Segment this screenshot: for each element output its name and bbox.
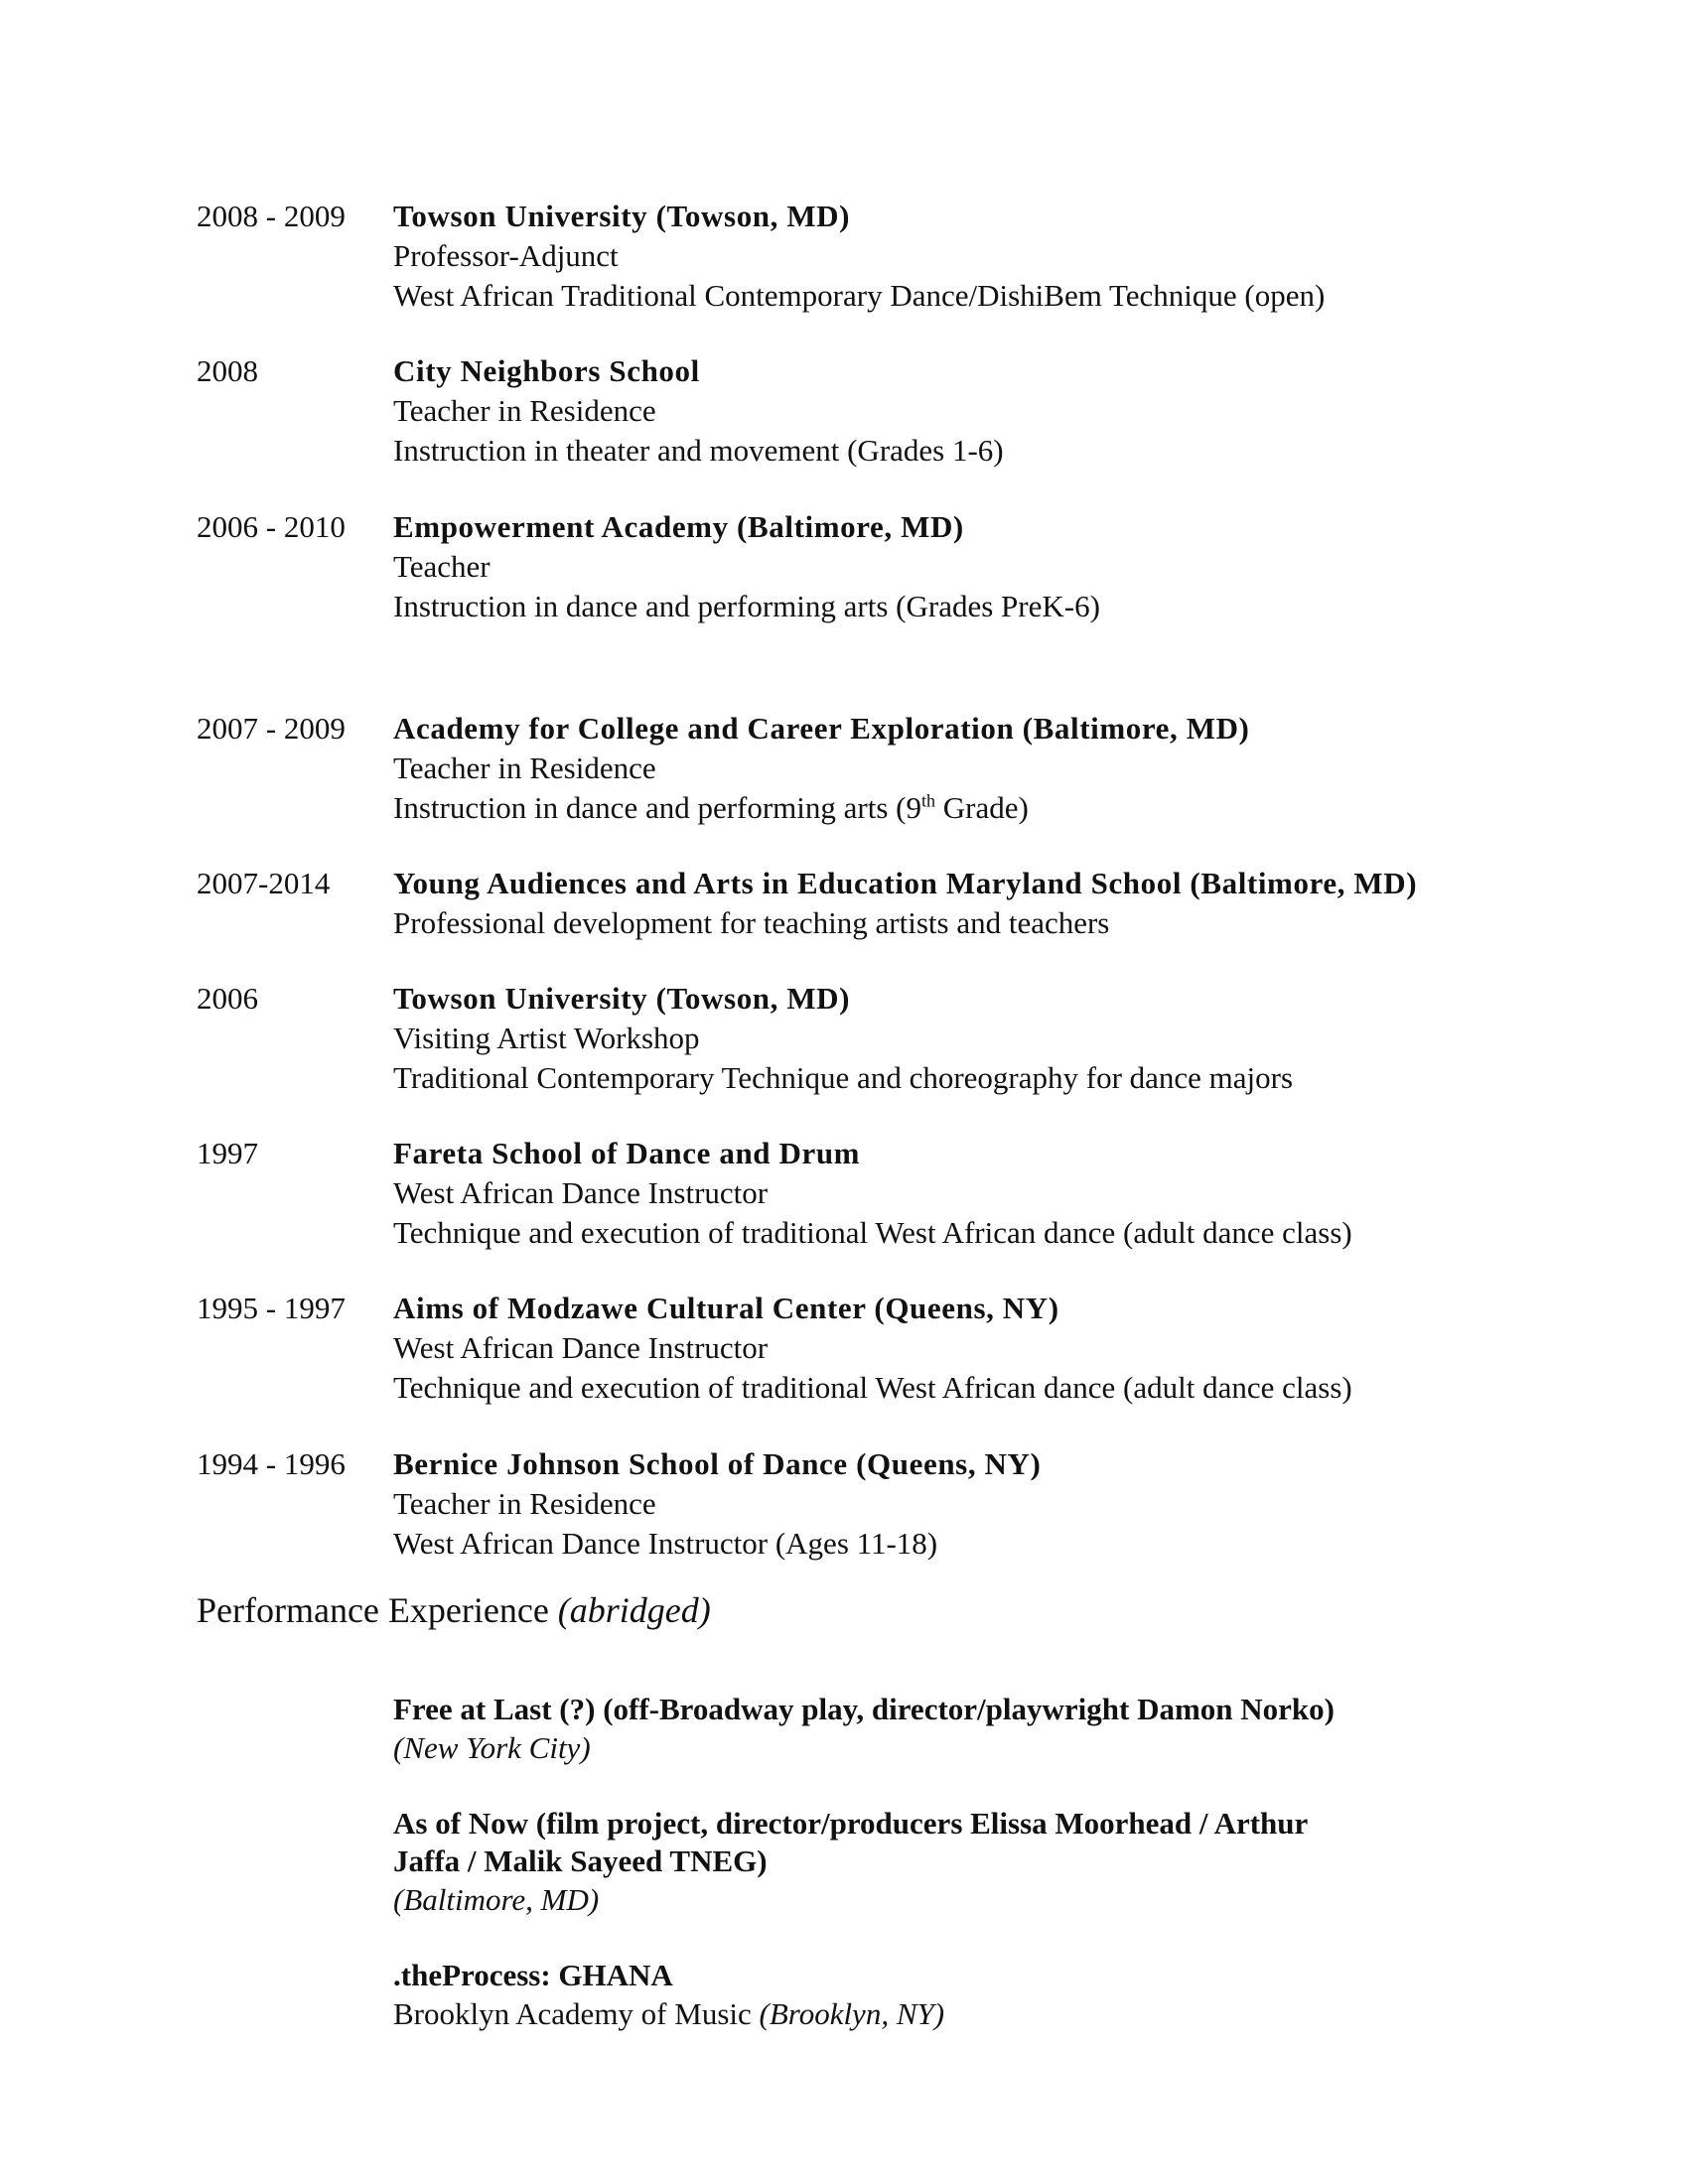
description-text: Grade) — [935, 790, 1029, 825]
entry-organization: City Neighbors School — [393, 353, 700, 388]
entry-organization: Empowerment Academy (Baltimore, MD) — [393, 509, 964, 544]
entry-date: 2008 — [197, 353, 258, 388]
entry-body — [393, 1134, 1585, 1253]
entry-organization: Towson University (Towson, MD) — [393, 981, 851, 1016]
entry-body — [393, 709, 1585, 828]
entry-description: Instruction in theater and movement (Grades 1-6) — [393, 433, 1004, 468]
performance-location: (Brooklyn, NY) — [759, 1996, 945, 2031]
entry-description: Technique and execution of traditional West African dance (adult dance class) — [393, 1215, 1352, 1250]
performance-title: As of Now (film project, director/producers Elissa Moorhead / Arthur — [393, 1806, 1309, 1841]
performance-title: Jaffa / Malik Sayeed TNEG) — [393, 1843, 768, 1878]
entry-body — [393, 197, 1585, 316]
entry-date: 2006 - 2010 — [197, 509, 346, 544]
entry-date: 2007-2014 — [197, 866, 331, 900]
performance-item — [393, 1957, 1485, 2034]
performance-item — [393, 1691, 1485, 1768]
entry-organization: Aims of Modzawe Cultural Center (Queens, NY) — [393, 1291, 1059, 1325]
entry-role: West African Dance Instructor — [393, 1175, 769, 1210]
description-text: Instruction in dance and performing arts (9 — [393, 790, 921, 825]
entry-date: 1994 - 1996 — [197, 1446, 346, 1481]
entry-description: West African Dance Instructor (Ages 11-18) — [393, 1526, 938, 1561]
entry-body — [393, 1444, 1585, 1564]
performance-item — [393, 1805, 1485, 1920]
section-heading-note: (abridged) — [557, 1590, 711, 1630]
entry-description: Technique and execution of traditional West African dance (adult dance class) — [393, 1370, 1352, 1405]
performance-location: (New York City) — [393, 1730, 591, 1765]
entry-organization: Young Audiences and Arts in Education Maryland School (Baltimore, MD) — [393, 866, 1418, 900]
performance-venue: Brooklyn Academy of Music — [393, 1996, 752, 2031]
entry-date: 2006 — [197, 981, 258, 1016]
entry-organization: Towson University (Towson, MD) — [393, 199, 851, 233]
entry-description — [393, 788, 1585, 828]
entry-description: Traditional Contemporary Technique and choreography for dance majors — [393, 1060, 1294, 1095]
entry-date: 2008 - 2009 — [197, 199, 346, 233]
performance-venue-line — [393, 1994, 1485, 2034]
ordinal-suffix: th — [921, 790, 936, 811]
entry-role: Teacher in Residence — [393, 393, 656, 428]
entry-organization: Bernice Johnson School of Dance (Queens, NY) — [393, 1446, 1042, 1481]
entry-role: Teacher in Residence — [393, 1486, 656, 1521]
entry-date: 2007 - 2009 — [197, 711, 346, 746]
entry-body — [393, 507, 1585, 626]
performance-title: Free at Last (?) (off-Broadway play, director/playwright Damon Norko) — [393, 1692, 1335, 1726]
section-heading — [197, 1588, 711, 1632]
entry-description: Instruction in dance and performing arts (Grades PreK-6) — [393, 589, 1100, 623]
entry-role: Visiting Artist Workshop — [393, 1021, 700, 1055]
entry-role: West African Dance Instructor — [393, 1330, 769, 1365]
entry-role: Teacher — [393, 549, 491, 584]
entry-body — [393, 979, 1585, 1098]
entry-body — [393, 1289, 1585, 1408]
entry-role: Professor-Adjunct — [393, 238, 619, 273]
entry-organization: Fareta School of Dance and Drum — [393, 1136, 861, 1170]
entry-role: Teacher in Residence — [393, 751, 656, 785]
entry-body — [393, 864, 1585, 943]
entry-description: West African Traditional Contemporary Dance/DishiBem Technique (open) — [393, 278, 1326, 313]
entry-organization: Academy for College and Career Exploration (Baltimore, MD) — [393, 711, 1250, 746]
entry-date: 1995 - 1997 — [197, 1291, 346, 1325]
section-heading-title: Performance Experience — [197, 1590, 549, 1630]
performance-location: (Baltimore, MD) — [393, 1882, 600, 1917]
entry-role: Professional development for teaching artists and teachers — [393, 905, 1110, 940]
performance-title: .theProcess: GHANA — [393, 1958, 673, 1992]
entry-date: 1997 — [197, 1136, 258, 1170]
entry-body — [393, 351, 1585, 471]
